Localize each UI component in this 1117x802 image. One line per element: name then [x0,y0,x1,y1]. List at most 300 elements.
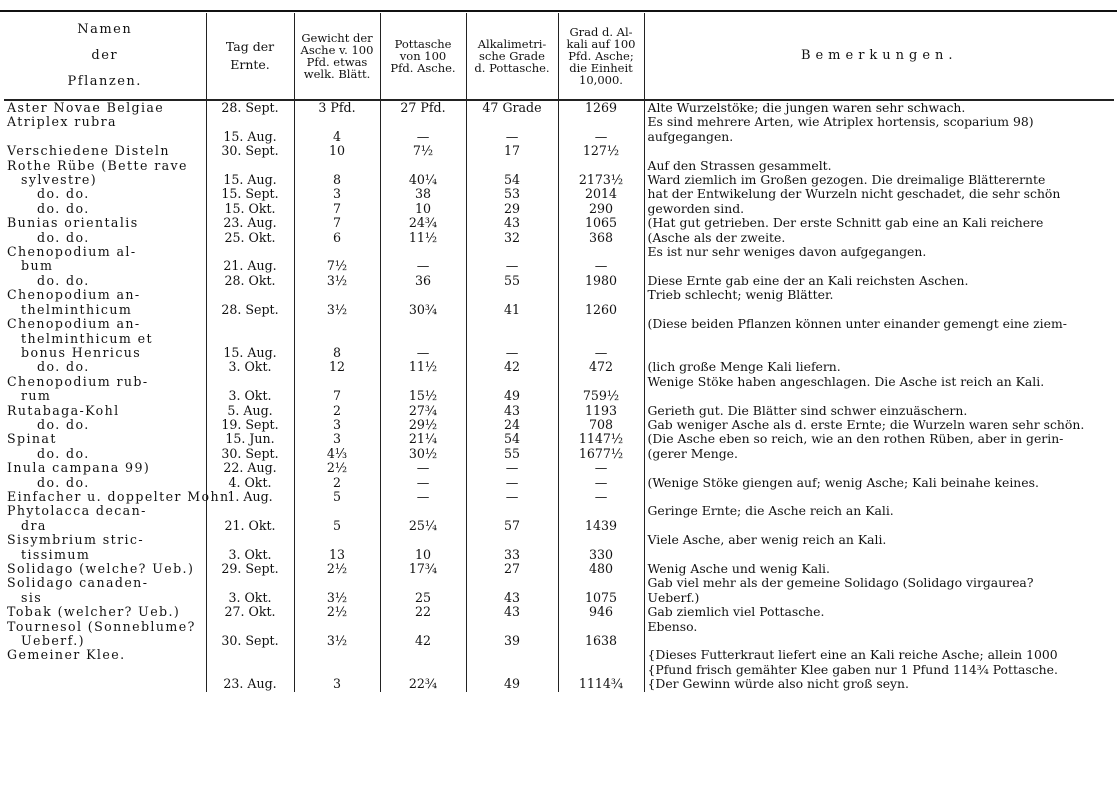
cell-remarks [644,576,1114,605]
cell-potash-line: 10 [414,546,432,562]
cell-potash [380,245,466,274]
cell-date-line: 28. Sept. [221,301,279,317]
cell-remarks-line: geworden sind. [647,200,745,216]
cell-date-line [210,288,291,302]
cell-weight [294,562,380,576]
cell-remarks [644,231,1114,245]
cell-remarks [644,461,1114,475]
cell-alk [466,404,558,418]
cell-remarks-line: (lich große Menge Kali liefern. [647,359,841,375]
cell-alk [466,187,558,201]
cell-alk-line: 43 [503,402,521,418]
cell-alk-line: 43 [503,589,521,605]
cell-grade-line [562,576,641,590]
cell-potash-line: 27 Pfd. [400,100,446,115]
table-row [4,418,1114,432]
cell-date-line: 30. Sept. [221,445,279,461]
cell-name-line: Einfacher u. doppelter Mohn [7,488,230,504]
cell-weight [294,216,380,230]
table-row [4,231,1114,245]
cell-name-line: do. do. [37,200,90,216]
table-row [4,375,1114,404]
cell-remarks [644,533,1114,562]
cell-alk [466,504,558,533]
cell-alk-line: 53 [503,186,521,202]
cell-weight-line: 8 [332,344,341,360]
header-weight-line: Asche v. 100 [300,43,374,57]
cell-weight-line [298,375,377,389]
cell-weight-line: 7 [332,388,341,404]
table-row [4,159,1114,188]
cell-name-line: do. do. [37,474,90,490]
cell-grade-line: 1075 [584,589,618,605]
cell-date [206,576,294,605]
cell-date [206,375,294,404]
cell-grade-line: 759½ [582,388,620,404]
cell-potash-line: 17¾ [408,561,438,576]
cell-weight [294,187,380,201]
cell-date-line [210,504,291,518]
cell-weight-line: 2½ [326,561,348,576]
cell-weight-line [298,332,377,346]
cell-name [4,202,206,216]
cell-weight [294,231,380,245]
cell-alk-line: 32 [503,229,521,245]
cell-date-line [210,375,291,389]
cell-name-line: dra [21,517,47,533]
cell-date-line: 5. Aug. [227,402,273,418]
cell-potash-line: 21¼ [408,431,438,447]
cell-remarks-line [648,461,1112,475]
cell-date-line: 15. Okt. [224,200,276,216]
header-potash [380,13,466,100]
cell-date-line [210,245,291,259]
table-row [4,404,1114,418]
cell-potash [380,375,466,404]
cell-potash-line: 22 [414,604,432,620]
cell-name-line: Spinat [7,431,57,447]
cell-weight-line: 3½ [326,633,348,649]
cell-grade [558,202,644,216]
cell-alk-line: 49 [503,676,521,692]
cell-name-line: Atriplex rubra [7,114,117,130]
cell-potash-line: 38 [414,186,432,202]
cell-potash-line: 42 [414,633,432,649]
cell-remarks-line [648,519,1112,533]
cell-remarks-line: (Asche als der zweite. [647,229,786,245]
cell-date-line: 25. Okt. [224,229,276,245]
cell-potash-line: 24¾ [408,215,438,231]
cell-date-line: 3. Okt. [228,388,272,404]
cell-name-line: Aster Novae Belgiae [7,100,165,115]
cell-potash [380,605,466,619]
cell-remarks [644,490,1114,504]
cell-potash [380,317,466,360]
cell-name [4,533,206,562]
cell-alk [466,648,558,691]
cell-alk-line [470,533,555,547]
cell-remarks [644,245,1114,274]
header-weight-line: Pfd. etwas [306,55,368,69]
cell-alk-line: 39 [503,633,521,649]
cell-remarks-line: Ebenso. [647,618,698,634]
cell-name [4,144,206,158]
cell-potash [380,288,466,317]
cell-weight-line: 7 [332,200,341,216]
cell-weight-line: 7 [332,215,341,231]
cell-remarks-line: Gerieth gut. Die Blätter sind schwer einzuäschern. [647,402,968,418]
cell-remarks-line: Gab weniger Asche als d. erste Ernte; die Wurzeln waren sehr schön. [647,416,1085,432]
cell-name-line: Verschiedene Disteln [7,143,170,159]
cell-weight-line [298,115,377,129]
cell-date [206,288,294,317]
cell-name [4,216,206,230]
cell-name-line: Chenopodium an- [7,287,141,303]
cell-grade-line [562,245,641,259]
cell-grade-line [562,620,641,634]
cell-alk-line: 24 [503,416,521,432]
cell-weight [294,404,380,418]
cell-name [4,100,206,115]
cell-potash-line [384,159,463,173]
cell-grade [558,576,644,605]
cell-date [206,533,294,562]
cell-potash-line: 25¼ [408,517,438,533]
cell-date [206,562,294,576]
cell-remarks [644,159,1114,188]
header-name-line: der [91,48,119,63]
cell-alk-line: 57 [503,517,521,533]
cell-name-line: do. do. [37,359,90,375]
cell-alk-line [470,576,555,590]
cell-grade [558,404,644,418]
cell-weight [294,432,380,446]
cell-potash-line [384,663,463,677]
cell-date [206,100,294,115]
cell-remarks [644,648,1114,691]
cell-remarks-line: Diese Ernte gab eine der an Kali reichsten Aschen. [647,272,969,288]
cell-weight [294,533,380,562]
cell-alk-line [470,245,555,259]
cell-name [4,274,206,288]
cell-date-line: 23. Aug. [223,215,277,231]
cell-date [206,418,294,432]
cell-weight-line: 3½ [326,272,348,288]
cell-date [206,159,294,188]
cell-potash [380,432,466,446]
cell-grade-line: 1980 [584,272,618,288]
cell-date-line [210,159,291,173]
header-alk-line: Alkalimetri- [477,37,547,51]
cell-alk-line: 29 [503,200,521,216]
cell-remarks-line [648,346,1112,360]
cell-date [206,274,294,288]
cell-name-line [7,130,203,144]
header-grade-line: Grad d. Al- [569,25,633,39]
cell-alk-line: — [505,258,519,274]
cell-potash-line [384,576,463,590]
cell-alk-line [470,648,555,662]
cell-name-line: Inula campana 99) [7,460,151,476]
cell-remarks [644,288,1114,317]
cell-alk-line: — [505,344,519,360]
cell-remarks-line [648,259,1112,273]
cell-date [206,605,294,619]
cell-remarks-line: Viele Asche, aber wenig reich an Kali. [647,532,887,548]
cell-name [4,317,206,360]
cell-weight [294,159,380,188]
cell-weight-line: 3 [332,186,341,202]
cell-remarks-line: Auf den Strassen gesammelt. [647,157,832,173]
cell-alk [466,375,558,404]
cell-potash [380,159,466,188]
cell-grade-line: 1260 [584,301,618,317]
cell-grade [558,432,644,446]
cell-grade [558,504,644,533]
cell-grade [558,231,644,245]
cell-alk-line: — [505,460,519,476]
cell-name [4,231,206,245]
cell-grade-line: 480 [588,561,614,576]
cell-potash [380,648,466,691]
cell-alk [466,245,558,274]
table-row [4,562,1114,576]
cell-alk-line: 55 [503,445,521,461]
cell-weight-line [298,576,377,590]
cell-name-line: Bunias orientalis [7,215,139,231]
cell-remarks [644,404,1114,418]
header-date-line: Tag der [225,39,275,54]
cell-weight-line: 3 Pfd. [318,100,356,115]
cell-remarks-line: (gerer Menge. [647,445,738,461]
cell-alk-line: 33 [503,546,521,562]
header-row [4,13,1114,100]
cell-name-line: Rutabaga-Kohl [7,402,120,418]
header-grade [558,13,644,100]
cell-weight-line: 10 [328,143,346,159]
cell-alk-line [470,663,555,677]
cell-potash-line: 11½ [408,229,438,245]
cell-date [206,432,294,446]
cell-potash-line: — [416,474,430,490]
header-date [206,13,294,100]
header-alk-line: sche Grade [479,49,545,63]
table-row [4,274,1114,288]
cell-date-line: 3. Okt. [228,589,272,605]
cell-potash-line: — [416,344,430,360]
cell-grade [558,274,644,288]
cell-name [4,504,206,533]
cell-alk [466,461,558,475]
cell-remarks-line: Trieb schlecht; wenig Blätter. [647,287,834,303]
cell-grade-line: 1065 [584,215,618,231]
cell-weight-line: 2½ [326,604,348,620]
cell-weight-line: 2½ [326,460,348,476]
cell-alk-line: 54 [503,172,521,188]
cell-potash [380,274,466,288]
cell-date [206,360,294,374]
cell-date-line [210,648,291,662]
cell-name [4,115,206,144]
cell-date-line: 30. Sept. [221,633,279,649]
cell-alk [466,360,558,374]
cell-potash-line [384,245,463,259]
cell-potash-line: — [416,488,430,504]
cell-grade [558,216,644,230]
cell-remarks-line: Gab viel mehr als der gemeine Solidago (Solidago virgaurea? [647,575,1034,591]
cell-alk [466,562,558,576]
cell-weight-line [298,648,377,662]
cell-name-line: thelminthicum [21,301,133,317]
cell-grade-line: — [594,258,608,274]
cell-date [206,620,294,649]
cell-alk [466,288,558,317]
cell-remarks [644,432,1114,446]
cell-name [4,432,206,446]
cell-grade-line: 2014 [584,186,618,202]
cell-weight-line [298,533,377,547]
cell-weight-line: 3½ [326,589,348,605]
table-row [4,490,1114,504]
cell-date [206,404,294,418]
cell-alk-line: — [505,128,519,144]
header-grade-line: die Einheit [569,61,633,75]
cell-grade [558,605,644,619]
cell-weight [294,274,380,288]
header-potash-line: Pottasche [394,37,452,51]
cell-grade-line [562,317,641,331]
cell-grade-line: 330 [588,546,614,562]
cell-grade [558,115,644,144]
cell-weight [294,476,380,490]
cell-alk-line: 55 [503,272,521,288]
cell-weight [294,245,380,274]
header-alk-line: d. Pottasche. [474,61,550,75]
cell-name-line: Chenopodium al- [7,244,137,260]
cell-weight-line: 7½ [326,258,348,274]
cell-date [206,115,294,144]
cell-grade [558,418,644,432]
cell-name [4,187,206,201]
cell-grade [558,317,644,360]
cell-alk [466,159,558,188]
cell-alk [466,144,558,158]
cell-remarks-line [648,303,1112,317]
cell-potash-line: 30¾ [408,301,438,317]
cell-date [206,216,294,230]
header-grade-line: Pfd. Asche; [568,49,634,63]
cell-date-line [210,620,291,634]
cell-name [4,375,206,404]
cell-alk [466,605,558,619]
cell-grade [558,533,644,562]
cell-date-line: 3. Okt. [228,359,272,375]
cell-date [206,461,294,475]
cell-name [4,648,206,691]
cell-date [206,187,294,201]
cell-potash [380,576,466,605]
cell-alk-line [470,504,555,518]
header-weight-line: Gewicht der [301,31,373,45]
cell-date-line: 15. Aug. [223,128,277,144]
table-row [4,115,1114,144]
cell-date-line: 21. Aug. [223,258,277,274]
cell-weight-line: 13 [328,546,346,562]
cell-date-line: 15. Aug. [223,172,277,188]
cell-weight-line: 12 [328,359,346,375]
cell-potash [380,360,466,374]
cell-weight-line [298,245,377,259]
header-remarks: Bemerkungen. [644,13,1114,100]
cell-weight-line: 3½ [326,301,348,317]
cell-date-line: 23. Aug. [223,676,277,692]
cell-potash-line: 27¾ [408,402,438,418]
table-row [4,216,1114,230]
cell-date [206,648,294,691]
cell-name-line: thelminthicum et [21,330,153,346]
cell-remarks-line: Es sind mehrere Arten, wie Atriplex hortensis, scoparium 98) [647,114,1034,130]
cell-alk [466,447,558,461]
cell-name-line: sis [21,589,43,605]
cell-date-line [210,332,291,346]
cell-remarks-line: Wenig Asche und wenig Kali. [647,561,830,576]
cell-potash [380,461,466,475]
cell-date-line: 15. Jun. [225,431,275,447]
cell-remarks-line: Ueberf.) [647,589,700,605]
cell-grade-line: 1439 [584,517,618,533]
cell-date-line: 22. Aug. [223,460,277,476]
cell-date-line [210,533,291,547]
cell-weight-line [298,663,377,677]
cell-remarks-line: (Die Asche eben so reich, wie an den rothen Rüben, aber in gerin- [647,431,1064,447]
table-row [4,245,1114,274]
cell-alk-line: 42 [503,359,521,375]
cell-grade-line [562,648,641,662]
cell-weight [294,375,380,404]
cell-name [4,245,206,274]
cell-alk [466,620,558,649]
cell-remarks-line: hat der Entwikelung der Wurzeln nicht geschadet, die sehr schön [647,186,1061,202]
cell-grade-line: — [594,474,608,490]
cell-grade-line: — [594,488,608,504]
cell-weight-line [298,288,377,302]
cell-name [4,562,206,576]
cell-alk [466,533,558,562]
cell-remarks-line [648,634,1112,648]
cell-potash-line: 10 [414,200,432,216]
cell-name-line: bum [21,258,54,274]
cell-remarks [644,375,1114,404]
cell-remarks-line: (Diese beiden Pflanzen können unter einander gemengt eine ziem- [647,316,1067,332]
header-weight-line: welk. Blätt. [303,67,371,81]
cell-alk-line: 41 [503,301,521,317]
cell-remarks [644,562,1114,576]
cell-name-line: do. do. [37,445,90,461]
cell-remarks-line [648,144,1112,158]
cell-date-line: 21. Okt. [224,517,276,533]
cell-weight-line [298,504,377,518]
cell-name [4,404,206,418]
cell-grade-line: 127½ [582,143,620,159]
cell-potash [380,533,466,562]
cell-date-line: 15. Sept. [221,186,279,202]
cell-alk-line: 47 Grade [482,100,542,115]
cell-grade-line: 708 [588,416,614,432]
cell-grade-line: 1638 [584,633,618,649]
cell-name [4,447,206,461]
cell-date-line [210,576,291,590]
cell-alk [466,274,558,288]
